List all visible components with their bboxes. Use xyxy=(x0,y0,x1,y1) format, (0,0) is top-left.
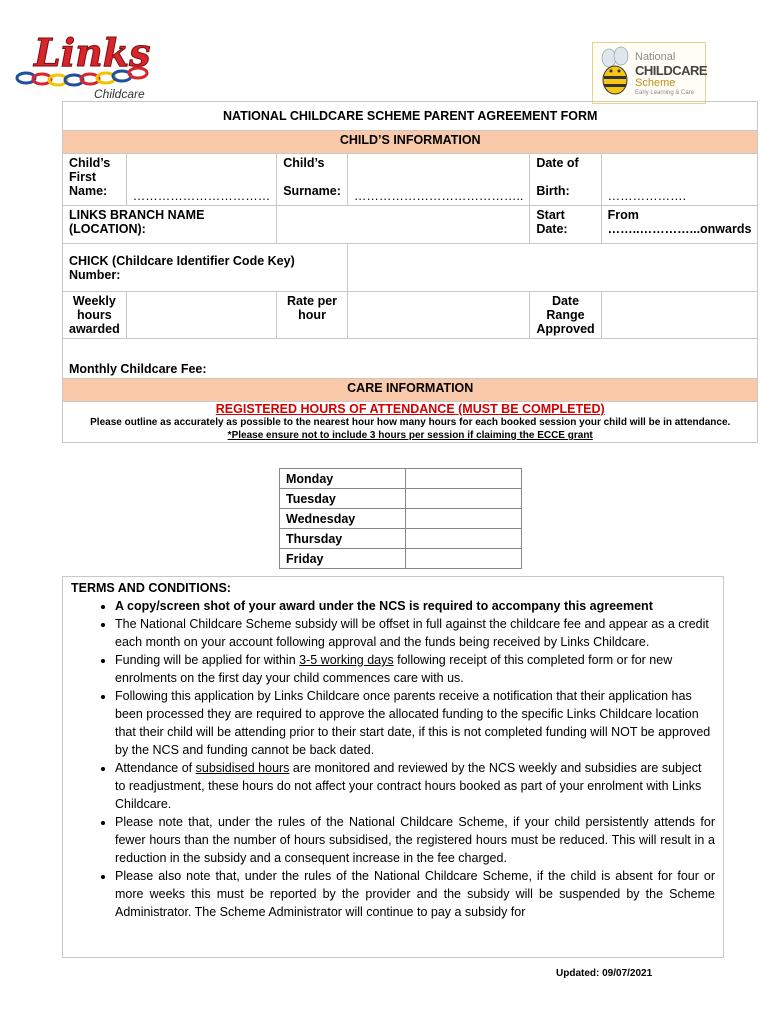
terms-item: • Please also note that, under the rules of the National Childcare Scheme, if the child is absent for four or more weeks this must be reported by the provider and the subsidy will be suspended by the Scheme Administrator. The Scheme Administrator will continue to pay a subsidy for xyxy=(115,867,715,921)
outline-instructions: Please outline as accurately as possible to the nearest hour how many hours for each booked session your child will be in attendance. xyxy=(90,417,731,428)
first-name-field[interactable]: …………………………… xyxy=(126,154,277,206)
terms-heading: TERMS AND CONDITIONS: xyxy=(71,581,231,595)
start-date-field[interactable]: From ……..…………...onwards xyxy=(601,206,758,244)
monthly-fee-label[interactable]: Monthly Childcare Fee: xyxy=(63,339,758,379)
day-hours-friday[interactable] xyxy=(405,549,521,569)
day-label-wednesday: Wednesday xyxy=(280,509,406,529)
registered-hours-heading: REGISTERED HOURS OF ATTENDANCE (MUST BE COMPLETED) xyxy=(215,402,605,416)
day-label-tuesday: Tuesday xyxy=(280,489,406,509)
day-label-monday: Monday xyxy=(280,469,406,489)
date-range-field[interactable] xyxy=(601,292,758,339)
day-hours-wednesday[interactable] xyxy=(405,509,521,529)
terms-item: • A copy/screen shot of your award under the NCS is required to accompany this agreement xyxy=(115,597,715,615)
chick-field[interactable] xyxy=(347,244,758,292)
terms-item: • Following this application by Links Childcare once parents receive a notification that their application has been processed they are required to approve the allocated funding to the specific Links Childcare location that their child will be attending prior to their start date, if this is not completed funding will NOT be approved by the NCS and funding cannot be back dated. xyxy=(115,687,715,759)
ecce-note: *Please ensure not to include 3 hours per session if claiming the ECCE grant xyxy=(227,430,593,441)
ncs-logo-line1: National xyxy=(635,51,676,63)
dob-label: Date of Birth: xyxy=(530,154,601,206)
day-label-friday: Friday xyxy=(280,549,406,569)
ncs-logo-line4: Early Learning & Care xyxy=(635,90,695,96)
start-date-label: Start Date: xyxy=(530,206,601,244)
terms-item: • Please note that, under the rules of the National Childcare Scheme, if your child persistently attends for fewer hours than the number of hours subsidised, the registered hours must be reduced. This will result in a reduction in the subsidy and a consequent increase in the fee charged. xyxy=(115,813,715,867)
terms-item: • Attendance of subsidised hours are monitored and reviewed by the NCS weekly and subsidies are subject to readjustment, these hours do not affect your contract hours booked as part of your enrolment with Links Childcare. xyxy=(115,759,715,813)
rate-label: Rate per hour xyxy=(277,292,348,339)
child-info-header: CHILD’S INFORMATION xyxy=(63,131,758,154)
form-title: NATIONAL CHILDCARE SCHEME PARENT AGREEMENT FORM xyxy=(63,102,758,131)
terms-and-conditions xyxy=(62,576,724,958)
rate-field[interactable] xyxy=(347,292,529,339)
first-name-label: Child’s First Name: xyxy=(63,154,127,206)
branch-field[interactable] xyxy=(277,206,530,244)
terms-item: • Funding will be applied for within 3-5 working days following receipt of this completed form or for new enrolments on the first day your child commences care with us. xyxy=(115,651,715,687)
weekly-hours-label: Weekly hours awarded xyxy=(63,292,127,339)
surname-field[interactable]: ………………………………….. xyxy=(347,154,529,206)
surname-label: Child’s Surname: xyxy=(277,154,348,206)
attendance-days-table xyxy=(279,468,522,569)
ncs-logo-line2: CHILDCARE xyxy=(635,63,708,78)
bee-icon xyxy=(595,44,635,102)
logo-tagline: Childcare xyxy=(94,87,145,101)
ncs-logo xyxy=(592,42,706,104)
weekly-hours-field[interactable] xyxy=(126,292,277,339)
ncs-logo-line3: Scheme xyxy=(635,77,676,89)
links-childcare-logo xyxy=(12,26,162,102)
chick-label: CHICK (Childcare Identifier Code Key) Number: xyxy=(63,244,348,292)
updated-date: Updated: 09/07/2021 xyxy=(556,968,653,979)
branch-label: LINKS BRANCH NAME (LOCATION): xyxy=(63,206,277,244)
agreement-form-table xyxy=(62,101,758,443)
day-hours-thursday[interactable] xyxy=(405,529,521,549)
dob-field[interactable]: ………………. xyxy=(601,154,758,206)
care-info-header: CARE INFORMATION xyxy=(63,379,758,402)
day-hours-monday[interactable] xyxy=(405,469,521,489)
day-label-thursday: Thursday xyxy=(280,529,406,549)
svg-text:Links: Links xyxy=(34,30,151,75)
terms-item: • The National Childcare Scheme subsidy will be offset in full against the childcare fee and appear as a credit each month on your account following approval and the funds being received by Links Childcare. xyxy=(115,615,715,651)
day-hours-tuesday[interactable] xyxy=(405,489,521,509)
date-range-label: Date Range Approved xyxy=(530,292,601,339)
